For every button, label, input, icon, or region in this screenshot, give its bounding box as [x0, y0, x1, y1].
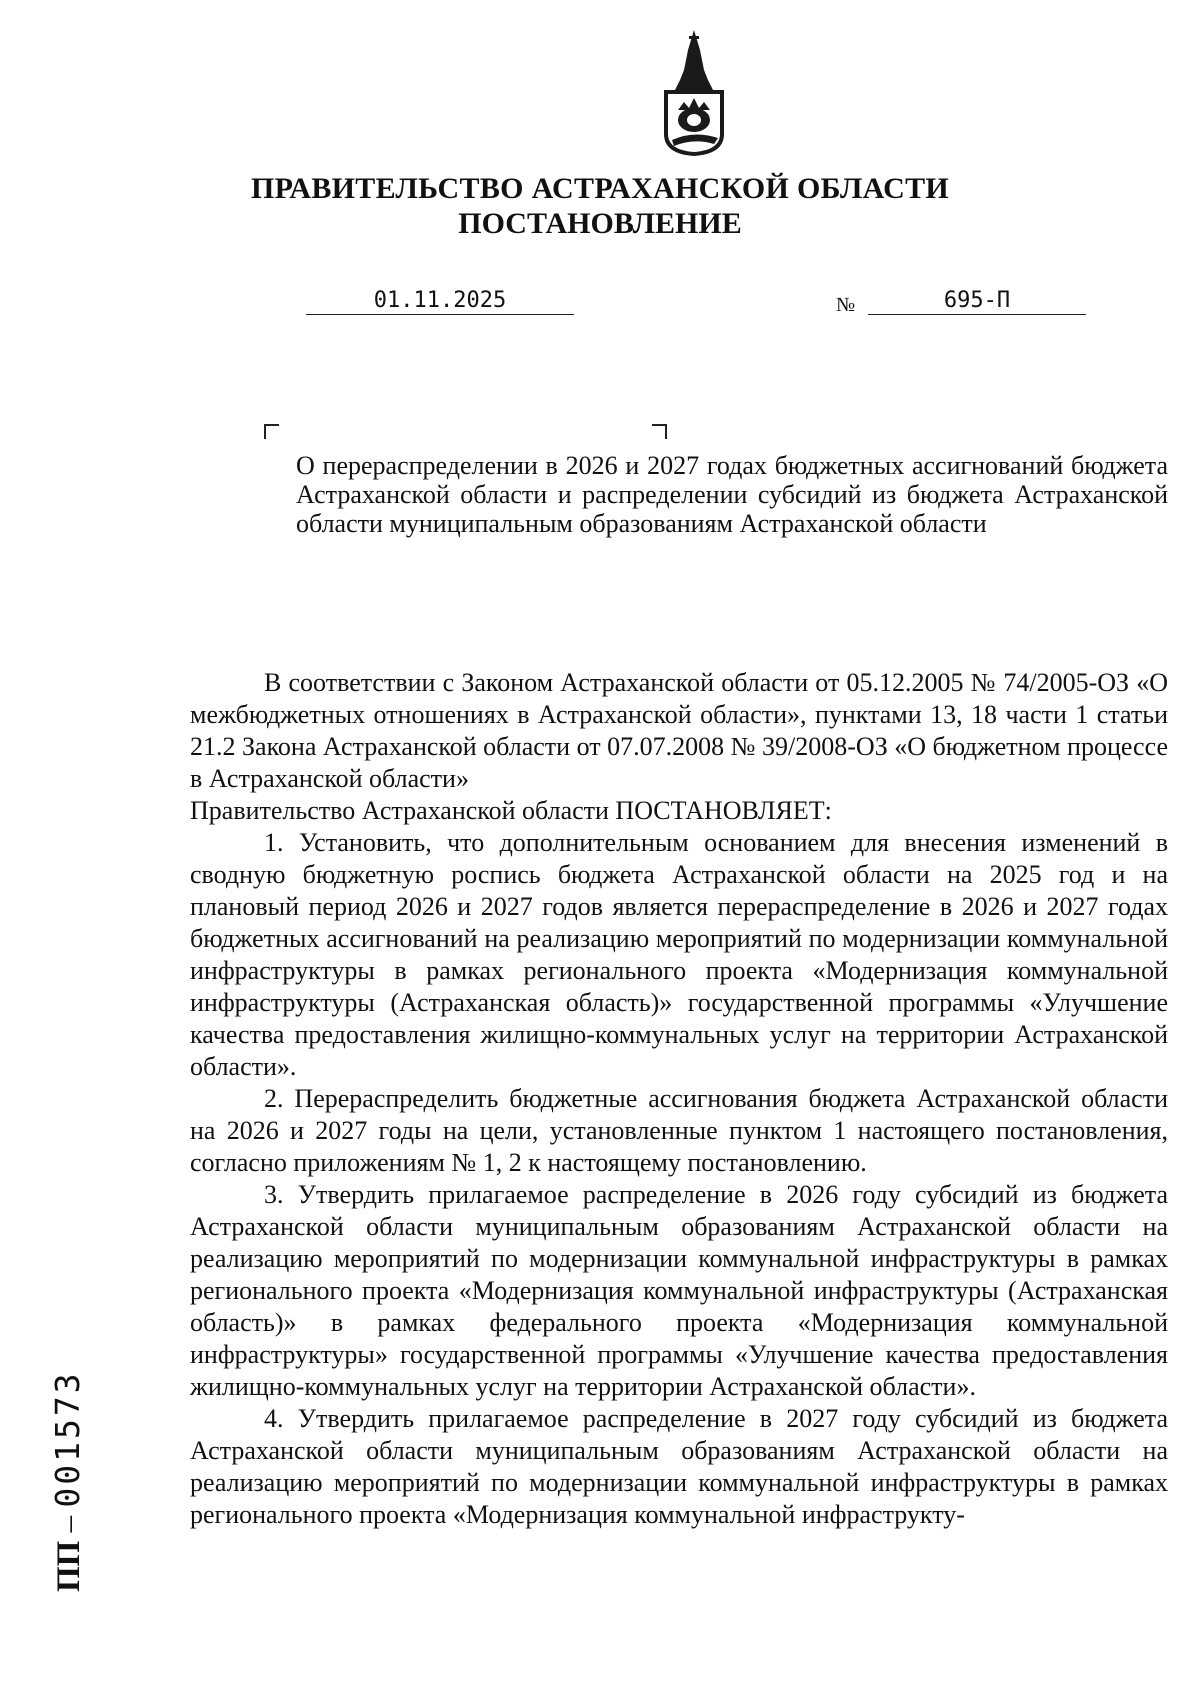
serial-letters: ПП: [51, 1540, 87, 1592]
corner-mark-right: [652, 424, 667, 439]
corner-mark-left: [264, 424, 279, 439]
coat-of-arms-emblem: [656, 28, 732, 156]
serial-dash: –: [51, 1515, 87, 1533]
item-paragraph: 4. Утвердить прилагаемое распределение в 2027 году субсидий из бюджета Астраханской области муниципальным образованиям Астраханской области на реализацию мероприятий по модернизации коммунальной инфраструктуры в рамках регионального проекта «Модернизация коммунальной инфраструкту-: [190, 1404, 1168, 1529]
preamble-paragraph: В соответствии с Законом Астраханской области от 05.12.2005 № 74/2005-ОЗ «О межбюджетных отношениях в Астраханской области», пунктами 13, 18 части 1 статьи 21.2 Закона Астраханской области от 07.07.2008 № 39/2008-ОЗ «О бюджетном процессе в Астраханской области»: [190, 668, 1168, 793]
number-sign: №: [836, 294, 856, 316]
document-subject: О перераспределении в 2026 и 2027 годах бюджетных ассигнований бюджета Астраханской области и распределении субсидий из бюджета Астраханской области муниципальным образованиям Астраханской области: [296, 451, 1168, 538]
document-type: ПОСТАНОВЛЕНИЕ: [458, 207, 742, 240]
document-date: 01.11.2025: [306, 288, 574, 315]
document-body: [190, 667, 1168, 1531]
organization-title: ПРАВИТЕЛЬСТВО АСТРАХАНСКОЙ ОБЛАСТИ: [250, 172, 950, 205]
document-number: 695-П: [868, 288, 1086, 315]
resolve-line: Правительство Астраханской области ПОСТАНОВЛЯЕТ:: [190, 796, 832, 825]
item-paragraph: 1. Установить, что дополнительным основанием для внесения изменений в сводную бюджетную роспись бюджета Астраханской области на 2025 год и на плановый период 2026 и 2027 годов является перераспределение в 2026 и 2027 годах бюджетных ассигнований на реализацию мероприятий по модернизации коммунальной инфраструктуры в рамках регионального проекта «Модернизация коммунальной инфраструктуры (Астраханская область)» государственной программы «Улучшение качества предоставления жилищно-коммунальных услуг на территории Астраханской области».: [190, 828, 1168, 1081]
item-paragraph: 3. Утвердить прилагаемое распределение в 2026 году субсидий из бюджета Астраханской области муниципальным образованиям Астраханской области на реализацию мероприятий по модернизации коммунальной инфраструктуры в рамках регионального проекта «Модернизация коммунальной инфраструктуры (Астраханская область)» в рамках федерального проекта «Модернизация коммунальной инфраструктуры» государственной программы «Улучшение качества предоставления жилищно-коммунальных услуг на территории Астраханской области».: [190, 1180, 1168, 1401]
serial-number: [48, 1370, 88, 1592]
serial-digits: 001573: [48, 1370, 87, 1508]
item-paragraph: 2. Перераспределить бюджетные ассигнования бюджета Астраханской области на 2026 и 2027 годы на цели, установленные пунктом 1 настоящего постановления, согласно приложениям № 1, 2 к настоящему постановлению.: [190, 1084, 1168, 1177]
